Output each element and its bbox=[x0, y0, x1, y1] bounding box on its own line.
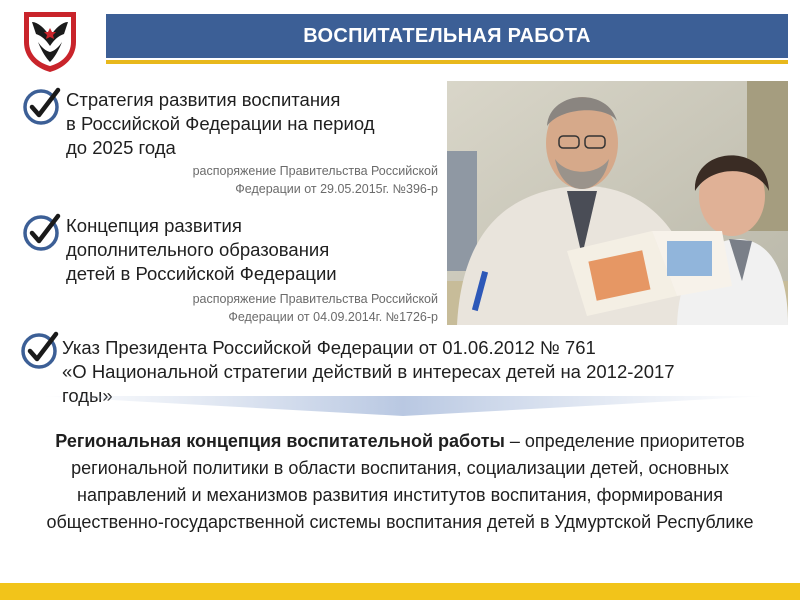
udmurtia-coat-of-arms-icon bbox=[18, 8, 82, 74]
checkmark-icon bbox=[20, 86, 62, 128]
title-bar bbox=[106, 14, 788, 58]
item-1-line-3: до 2025 года bbox=[66, 137, 176, 158]
decree-line-1: Указ Президента Российской Федерации от 01.06.2012 № 761 bbox=[62, 337, 596, 358]
teacher-and-student-reading-photo bbox=[447, 81, 788, 325]
decree-line-3: годы» bbox=[62, 385, 113, 406]
checkmark-icon bbox=[18, 330, 60, 372]
regional-concept-title: Региональная концепция воспитательной работы bbox=[55, 431, 505, 451]
regional-concept-paragraph bbox=[20, 428, 780, 536]
title-underline bbox=[106, 60, 788, 64]
item-1-text bbox=[66, 88, 375, 160]
item-1-note-line-2: Федерации от 29.05.2015г. №396-р bbox=[235, 182, 438, 196]
item-2-line-3: детей в Российской Федерации bbox=[66, 263, 337, 284]
item-2-text bbox=[66, 214, 337, 286]
item-2-line-1: Концепция развития bbox=[66, 215, 242, 236]
item-2-note bbox=[193, 290, 438, 326]
item-2-line-2: дополнительного образования bbox=[66, 239, 330, 260]
checkmark-icon bbox=[20, 212, 62, 254]
page-title: ВОСПИТАТЕЛЬНАЯ РАБОТА bbox=[303, 24, 591, 47]
item-1-note bbox=[193, 162, 438, 198]
decree-line-2: «О Национальной стратегии действий в интересах детей на 2012-2017 bbox=[62, 361, 675, 382]
item-2-note-line-1: распоряжение Правительства Российской bbox=[192, 292, 438, 306]
section-divider bbox=[38, 392, 768, 418]
regional-concept-text: – определение приоритетов региональной политики в области воспитания, социализации детей, основных направлений и механизмов развития институтов воспитания, формирования общественно-государственной системы воспитания детей в Удмуртской Республике bbox=[46, 431, 754, 532]
item-1-note-line-1: распоряжение Правительства Российской bbox=[192, 164, 438, 178]
footer-bar bbox=[0, 583, 800, 600]
item-1-line-2: в Российской Федерации на период bbox=[66, 113, 375, 134]
item-2-note-line-2: Федерации от 04.09.2014г. №1726-р bbox=[228, 310, 438, 324]
item-1-line-1: Стратегия развития воспитания bbox=[66, 89, 341, 110]
